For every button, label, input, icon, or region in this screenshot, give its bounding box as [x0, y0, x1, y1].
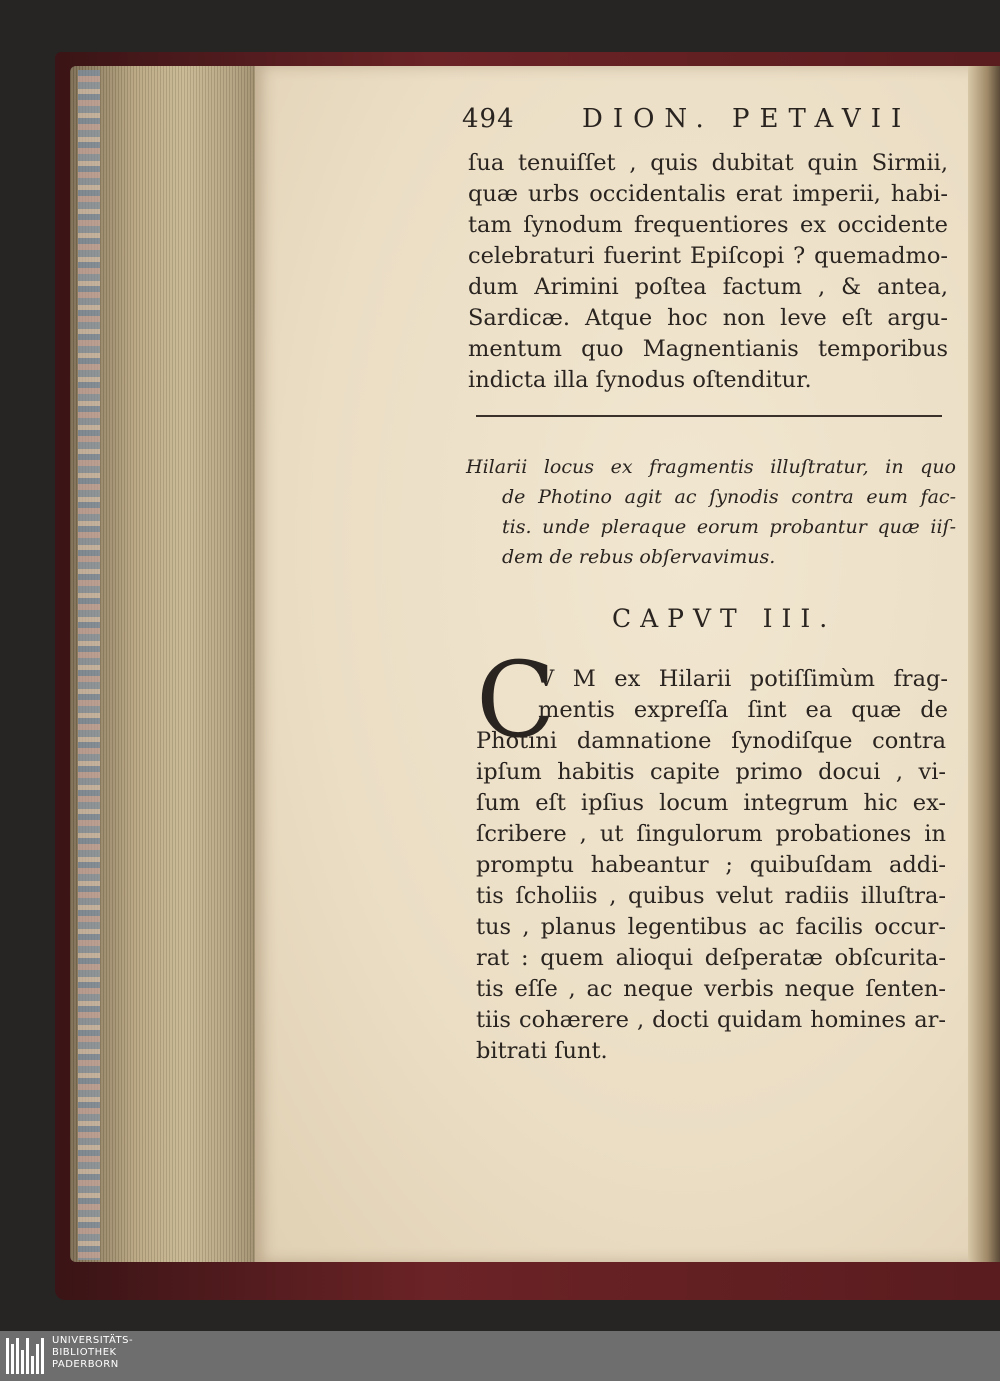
chapter-paragraph: [476, 726, 946, 1067]
summary-line: de Photino agit ac ſynodis contra eum fac-: [502, 486, 956, 508]
summary-line: dem de rebus obſervavimus.: [502, 546, 776, 568]
chapter-line: promptu habeantur ; quibuſdam addi-: [476, 852, 946, 878]
body-line: ſua tenuiſſet , quis dubitat quin Sirmii,: [468, 150, 948, 176]
page-gutter: [968, 66, 1000, 1262]
body-line: indicta illa ſynodus oſtenditur.: [468, 367, 812, 393]
body-line: quæ urbs occidentalis erat imperii, habi-: [468, 181, 948, 207]
body-line: celebraturi fuerint Epiſcopi ? quemadmo-: [468, 243, 948, 269]
drop-cap: C: [476, 639, 556, 761]
chapter-line: mentis expreſſa ſint ea quæ de: [538, 697, 948, 723]
page-number: 494: [462, 104, 515, 134]
chapter-summary: [466, 452, 956, 572]
summary-line: tis. unde pleraque eorum probantur quæ iiſ-: [502, 516, 956, 538]
library-footer: [0, 1331, 1000, 1381]
library-logo-icon: [6, 1338, 46, 1374]
logo-line: PADERBORN: [52, 1359, 119, 1370]
chapter-line: Photini damnatione ſynodiſque contra: [476, 728, 946, 754]
chapter-line: ſum eſt ipſius locum integrum hic ex-: [476, 790, 946, 816]
body-line: Sardicæ. Atque hoc non leve eſt argu-: [468, 305, 948, 331]
library-logo-text: [52, 1335, 133, 1371]
logo-line: UNIVERSITÄTS-: [52, 1335, 134, 1346]
chapter-line: tis eſſe , ac neque verbis neque ſenten-: [476, 976, 946, 1002]
chapter-line: bitrati ſunt.: [476, 1038, 608, 1064]
body-paragraph: [468, 148, 950, 396]
marbled-endpaper: [78, 70, 100, 1260]
logo-line: BIBLIOTHEK: [52, 1347, 117, 1358]
body-line: dum Arimini poſtea factum , & antea,: [468, 274, 948, 300]
running-title: DION. PETAVII: [582, 104, 912, 134]
chapter-line: rat : quem alioqui deſperatæ obſcurita-: [476, 945, 946, 971]
chapter-line: tus , planus legentibus ac facilis occur-: [476, 914, 946, 940]
body-line: tam ſynodum frequentiores ex occidente: [468, 212, 948, 238]
drop-cap-lines: [538, 664, 948, 726]
chapter-line: tis ſcholiis , quibus velut radiis illuſtra-: [476, 883, 946, 909]
body-line: mentum quo Magnentianis temporibus: [468, 336, 948, 362]
chapter-line: ſcribere , ut ſingulorum probationes in: [476, 821, 946, 847]
chapter-line: tiis cohærere , docti quidam homines ar-: [476, 1007, 946, 1033]
page-header: [462, 104, 942, 148]
section-divider: [476, 415, 942, 417]
summary-line: Hilarii locus ex fragmentis illuſtratur, in quo: [466, 456, 956, 478]
chapter-title: CAPVT III.: [612, 604, 837, 633]
chapter-line: ipſum habitis capite primo docui , vi-: [476, 759, 946, 785]
chapter-line: V M ex Hilarii potiſſimùm frag-: [538, 666, 948, 692]
